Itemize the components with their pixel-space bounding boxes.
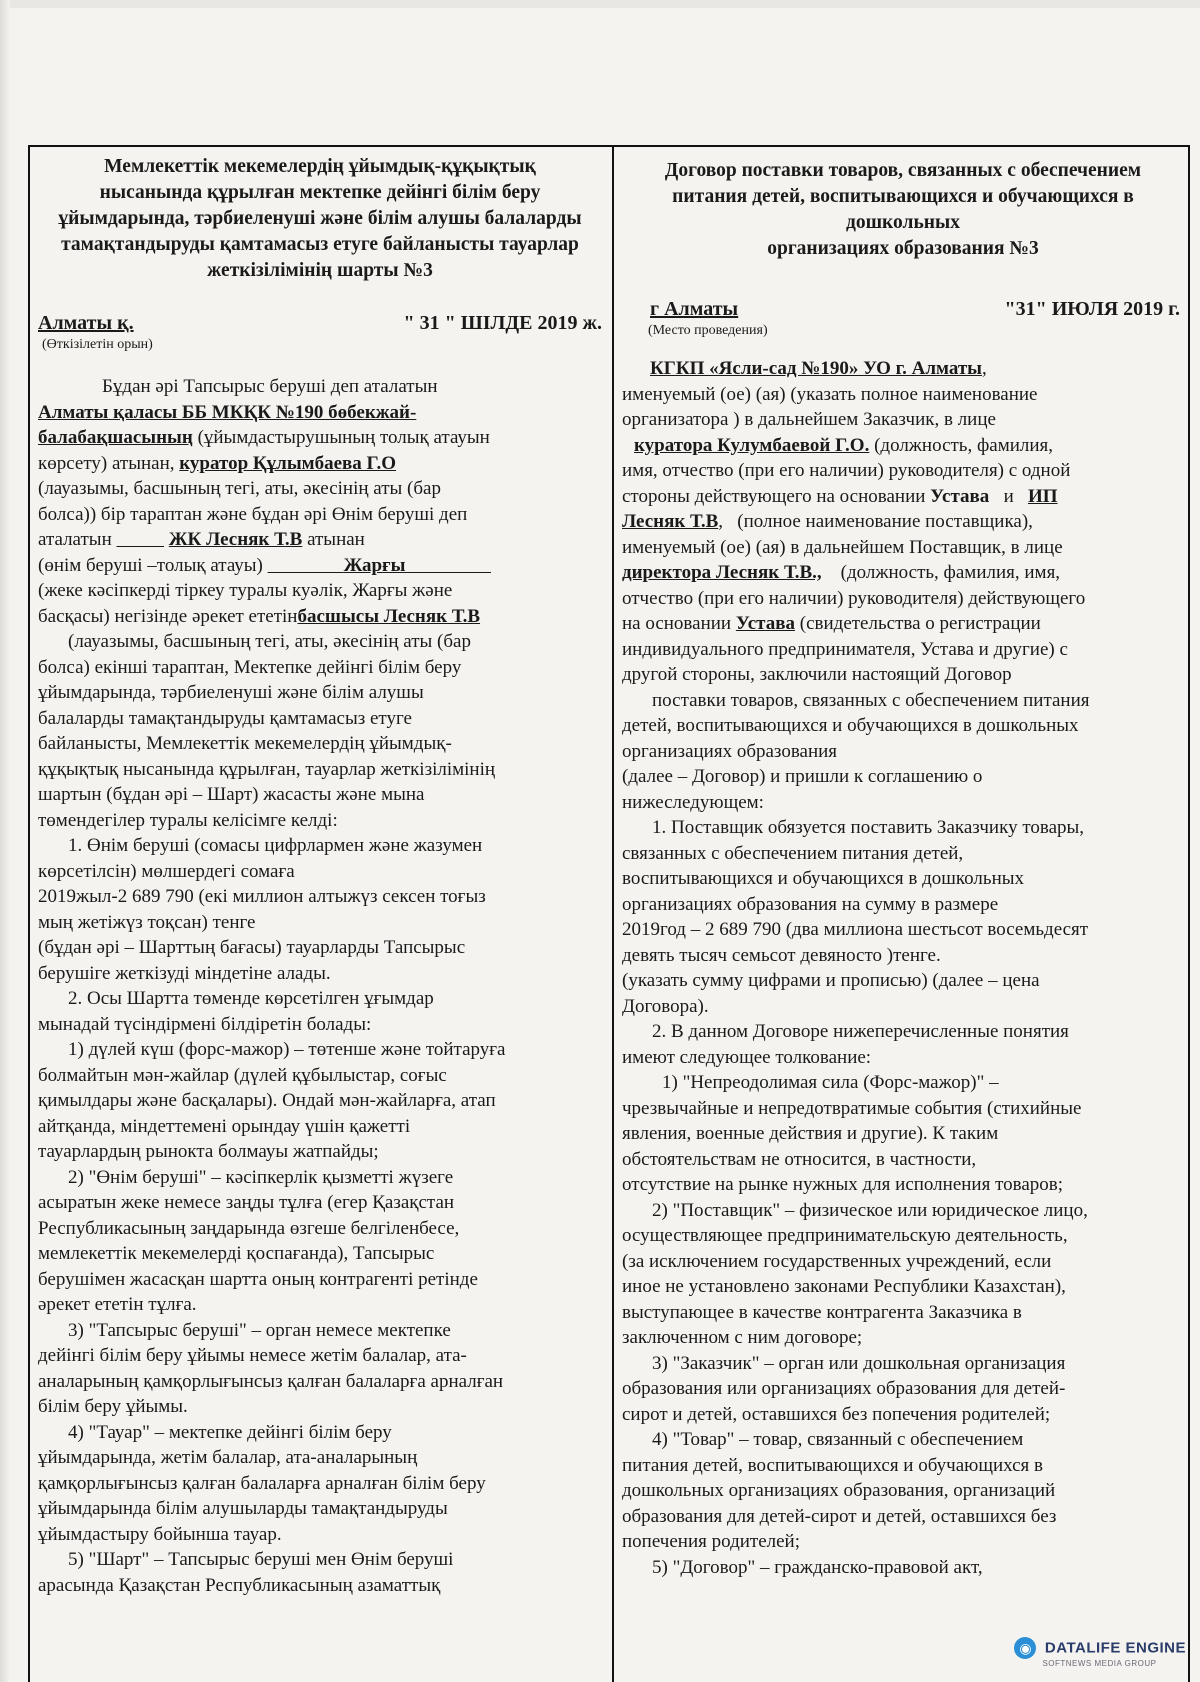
text-line: 1. Өнім беруші (сомасы цифрлармен және жазумен [68,835,483,856]
text-line: (должность, фамилия, имя, [840,562,1061,583]
text-line: 2019жыл-2 689 790 (екі миллион алтыжүз сексен тоғыз [38,886,486,907]
text-line: Лесняк Т.В [622,511,719,532]
text-line: құқықтық нысанында құрылған, тауарлар жеткізілімінің [38,758,496,780]
text-line: байланысты, Мемлекеттік мекемелердің ұйымдық- [38,733,452,754]
text-line: (далее – Договор) и пришли к соглашению о [622,766,983,787]
text-line: сирот и детей, оставшихся без попечения родителей; [622,1403,1051,1425]
russian-date: "31" ИЮЛЯ 2019 г. [1004,298,1180,320]
text-line: связанных с обеспечением питания детей, [622,842,964,864]
text-line: поставки товаров, связанных с обеспечением питания [652,689,1090,711]
text-line: берушімен жасасқан шартта оның контрагенті ретінде [38,1268,478,1290]
text-line: явления, военные действия и другие). К таким [622,1123,999,1144]
russian-place-date [620,290,1186,350]
text-line: әрекет ететін тұлға. [38,1294,197,1315]
text-line: басшысы Лесняк Т.В [297,605,481,627]
russian-place-caption: (Место проведения) [648,323,768,338]
text-line: , [718,511,723,532]
text-line: организациях образования [622,740,838,762]
text-line: асыратын жеке немесе заңды тұлға (егер Қазақстан [38,1192,455,1213]
text-line: обстоятельствам не относится, в частности, [622,1148,977,1170]
text-line: көрсету) атынан, [38,452,175,474]
watermark-sub: SOFTNEWS MEDIA GROUP [1042,1659,1157,1668]
text-line: (указать сумму цифрами и прописью) (далее – цена [622,970,1040,991]
text-line: көрсетілсін) мөлшердегі сомаға [38,860,295,882]
datalife-logo-icon: ◉ [1014,1637,1036,1659]
kazakh-place: Алматы қ. [38,312,134,334]
text-line: стороны действующего на основании [622,485,926,507]
text-line: КГКП «Ясли-сад №190» УО г. Алматы [650,358,983,379]
watermark-main: DATALIFE ENGINE [1044,1639,1186,1657]
text-line: осуществляющее предпринимательскую деятельность, [622,1225,1068,1246]
text-line: 5) "Шарт" – Тапсырыс беруші мен Өнім беруші [68,1549,454,1570]
text-line: ИП [1027,485,1058,507]
text-line: басқасы) негізінде әрекет ететін [38,605,298,627]
text-line: 2) "Өнім беруші" – кәсіпкерлік қызметті жүзеге [68,1166,454,1188]
text-line: 5) "Договор" – гражданско-правовой акт, [652,1556,983,1578]
text-line: отчество (при его наличии) руководителя) действующего [622,587,1086,609]
text-line: индивидуального предпринимателя, Устава и другие) с [622,638,1068,660]
column-divider [612,145,614,1682]
text-line: 4) "Товар" – товар, связанный с обеспечением [652,1429,1024,1450]
text-line: именуемый (ое) (ая) в дальнейшем Поставщик, в лице [622,536,1063,558]
text-line: отсутствие на рынке нужных для исполнения товаров; [622,1174,1064,1195]
text-line: (должность, фамилия, [874,434,1054,456]
text-line: Договора). [622,995,709,1017]
text-line: организатора ) в дальнейшем Заказчик, в лице [622,409,996,430]
text-line: детей, воспитывающихся и обучающихся в дошкольных [622,715,1079,736]
text-line: мынадай түсіндірмені білдіретін болады: [38,1013,372,1035]
text-line: мемлекеттік мекемелерді қоспағанда), Тапсырыс [38,1243,435,1264]
title-line: дошкольных [845,212,960,233]
text-line: балабақшасының [38,427,193,448]
kazakh-place-date [34,312,606,372]
text-line: 3) "Тапсырыс беруші" – орган немесе мектепке [68,1319,451,1341]
text-line: (лауазымы, басшының тегі, аты, әкесінің аты (бар [38,478,441,499]
text-line: имеют следующее толкование: [622,1046,872,1068]
text-line: образования или организациях образования для детей- [622,1378,1066,1399]
text-line: куратора Кулумбаевой Г.О. [634,434,870,456]
text-line: директора Лесняк Т.В., [622,562,822,583]
text-line: заключенном с ним договоре; [622,1327,863,1348]
text-line: образования для детей-сирот и детей, оставшихся без [622,1505,1057,1527]
datalife-watermark [1014,1637,1186,1668]
text-line: 1) дүлей күш (форс-мажор) – төтенше және тойтаруға [68,1039,506,1060]
text-line: 3) "Заказчик" – орган или дошкольная организация [652,1352,1066,1374]
text-line: иное не установлено законами Республики Казахстан), [622,1276,1066,1297]
text-line: Устава [735,613,795,634]
text-line: (жеке кәсіпкерді тіркеу туралы куәлік, Жарғы және [38,580,453,601]
text-line: ұйымдарында, тәрбиеленуші және білім алушы [38,682,424,703]
text-line: арасында Қазақстан Республикасының азаматтық [38,1574,441,1596]
text-line: айтқанда, міндеттемені орындау үшін қажетті [38,1115,411,1137]
text-line: именуемый (ое) (ая) (указать полное наименование [622,383,1038,405]
text-line: 1. Поставщик обязуется поставить Заказчику товары, [652,817,1085,838]
text-line: шартын (бұдан әрі – Шарт) жасасты және мына [38,784,425,805]
text-line: 1) "Непреодолимая сила (Форс-мажор)" – [662,1072,999,1093]
text-line: Республикасының заңдарында өзгеше белгіленбесе, [38,1217,460,1239]
kazakh-date: " 31 " ШІЛДЕ 2019 ж. [403,312,602,334]
text-line: ЖК Лесняк Т.В [168,529,303,550]
text-line: (ұйымдастырушының толық атауын [197,427,490,448]
text-line: организациях образования на сумму в размере [622,893,999,915]
text-line: (за исключением государственных учреждений, если [622,1250,1052,1272]
text-line: 2) "Поставщик" – физическое или юридическое лицо, [652,1199,1088,1221]
russian-body [620,356,1186,1580]
text-line: аналарының қамқорлығынсыз қалған балаларға арналған [38,1370,504,1392]
text-line: другой стороны, заключили настоящий Договор [622,664,1012,685]
title-line: Договор поставки товаров, связанных с обеспечением [664,160,1142,181]
text-line: болмайтын мән-жайлар (дүлей құбылыстар, соғыс [38,1064,447,1086]
text-line: Устава [930,485,990,507]
text-line: Бұдан әрі Тапсырыс беруші деп аталатын [102,376,438,397]
text-line: қамқорлығынсыз қалған балаларға арналған білім беру [38,1472,486,1494]
title-line: питания детей, воспитывающихся и обучающихся в [672,186,1134,207]
text-line: болса)) бір тараптан және бұдан әрі Өнім беруші деп [38,503,468,525]
text-line: имя, отчество (при его наличии) руководителя) с одной [622,460,1071,481]
russian-place: г Алматы [650,298,739,320]
text-line: қимылдары және басқалары). Ондай мән-жайларға, атап [38,1090,496,1111]
text-line: дошкольных организациях образования, организаций [622,1480,1056,1501]
text-line: (бұдан әрі – Шарттың бағасы) тауарларды Тапсырыс [38,937,466,958]
text-line: нижеследующем: [622,791,764,813]
text-line: на основании [622,613,732,634]
text-line: выступающее в качестве контрагента Заказчика в [622,1301,1022,1323]
text-line: девять тысяч семьсот девяносто )тенге. [622,944,941,966]
text-line: питания детей, воспитывающихся и обучающихся в [622,1454,1043,1476]
text-line: Жарғы [343,554,406,576]
scan-edge-left [0,0,10,1682]
text-line: атынан [307,529,365,550]
kazakh-body [34,372,606,1598]
text-line: болса) екінші тараптан, Мектепке дейінгі білім беру [38,656,462,678]
scan-edge-top [0,0,1200,8]
text-line: и [1003,485,1014,507]
text-line: (полное наименование поставщика), [737,511,1033,532]
text-line: білім беру ұйымы. [38,1396,188,1417]
text-line: балаларды тамақтандыруды қамтамасыз етуге [38,707,412,729]
text-line: воспитывающихся и обучающихся в дошкольных [622,868,1025,889]
text-line: мың жетіжүз тоқсан) тенге [38,911,256,933]
text-line: , [982,358,987,379]
text-line: (лауазымы, басшының тегі, аты, әкесінің аты (бар [68,631,471,652]
text-line: 2019год – 2 689 790 (два миллиона шестьсот восемьдесят [622,919,1089,940]
text-line: тауарлардың рынокта болмауы жатпайды; [38,1141,379,1162]
text-line: берушіге жеткізуді міндетіне алады. [38,962,331,984]
kazakh-column [34,150,606,1682]
text-line: дейінгі білім беру ұйымы немесе жетім балалар, ата- [38,1345,467,1366]
text-line: төмендегілер туралы келісімге келді: [38,809,338,831]
text-line: ұйымдарында білім алушыларды тамақтандыруды [38,1498,448,1519]
text-line: чрезвычайные и непредотвратимые события (стихийные [622,1097,1082,1119]
text-line: Алматы қаласы ББ МКҚК №190 бөбекжай- [38,401,417,423]
text-line: попечения родителей; [622,1531,800,1552]
text-line: 4) "Тауар" – мектепке дейінгі білім беру [68,1421,392,1443]
text-line: ұйымдастыру бойынша тауар. [38,1523,282,1545]
kazakh-place-caption: (Өткізілетін орын) [42,337,153,352]
title-line: организациях образования №3 [767,238,1039,259]
text-line: ұйымдарында, жетім балалар, ата-аналарының [38,1447,418,1468]
text-line: аталатын [38,529,112,550]
text-line: куратор Құлымбаева Г.О [179,452,397,474]
text-line: 2. Осы Шартта төменде көрсетілген ұғымдар [68,988,434,1009]
text-line: (свидетельства о регистрации [799,613,1041,634]
russian-title [620,150,1186,262]
kazakh-title: Мемлекеттік мекемелердің ұйымдық-құқықтық нысанында құрылған мектепке дейінгі білім беру ұйымдарында, тәрбиеленуші және білім алушы балаларды тамақтандыруды қамтамасыз етуге байланысты тауарлар жеткізілімінің шарты №3 [58,156,582,281]
russian-column [620,150,1186,1682]
text-line: 2. В данном Договоре нижеперечисленные понятия [652,1021,1069,1042]
text-line: (өнім беруші –толық атауы) [38,554,263,576]
